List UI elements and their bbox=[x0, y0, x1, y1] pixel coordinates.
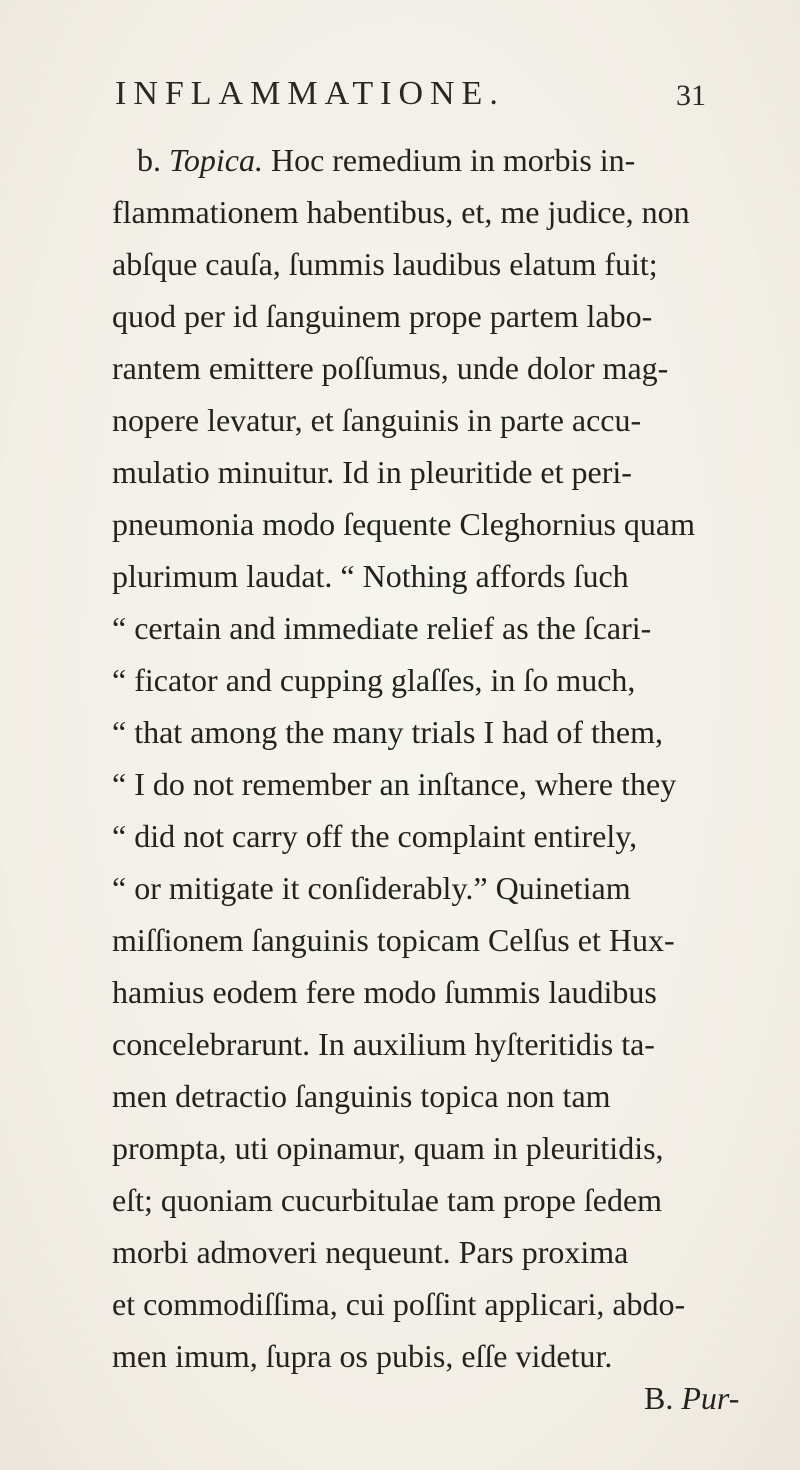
text-line: pneumonia modo ſequente Cleghornius quam bbox=[112, 506, 695, 542]
catchword-label: B. bbox=[644, 1380, 674, 1416]
text-line: et commodiſſima, cui poſſint applicari, abdo- bbox=[112, 1286, 686, 1322]
text-line: mulatio minuitur. Id in pleuritide et peri- bbox=[112, 454, 632, 490]
catchword-text: Pur- bbox=[681, 1380, 740, 1416]
text-line: “ did not carry off the complaint entirely, bbox=[112, 818, 638, 854]
text-line: prompta, uti opinamur, quam in pleuritidis, bbox=[112, 1130, 664, 1166]
text-line: eſt; quoniam cucurbitulae tam prope ſedem bbox=[112, 1182, 663, 1218]
text-line: nopere levatur, et ſanguinis in parte accu- bbox=[112, 402, 642, 438]
text-line: miſſionem ſanguinis topicam Celſus et Hux- bbox=[112, 922, 675, 958]
text-line: “ that among the many trials I had of them, bbox=[112, 714, 663, 750]
text-line-content: Hoc remedium in morbis in- bbox=[270, 142, 636, 178]
text-line: “ I do not remember an inſtance, where they bbox=[112, 766, 677, 802]
text-line: men detractio ſanguinis topica non tam bbox=[112, 1078, 611, 1114]
text-line bbox=[137, 140, 635, 180]
section-label: b. bbox=[137, 142, 161, 178]
text-line: men imum, ſupra os pubis, eſſe videtur. bbox=[112, 1338, 613, 1374]
text-line: concelebrarunt. In auxilium hyſteritidis ta- bbox=[112, 1026, 655, 1062]
text-line: quod per id ſanguinem prope partem labo- bbox=[112, 298, 653, 334]
page-number: 31 bbox=[676, 79, 706, 112]
catchword bbox=[644, 1380, 739, 1417]
text-line: abſque cauſa, ſummis laudibus elatum fuit; bbox=[112, 246, 658, 282]
text-line: plurimum laudat. “ Nothing affords ſuch bbox=[112, 558, 629, 594]
text-line: rantem emittere poſſumus, unde dolor mag- bbox=[112, 350, 669, 386]
text-line: “ certain and immediate relief as the ſcari- bbox=[112, 610, 652, 646]
running-head: INFLAMMATIONE. bbox=[115, 75, 505, 112]
text-line: flammationem habentibus, et, me judice, non bbox=[112, 194, 690, 230]
text-line: hamius eodem fere modo ſummis laudibus bbox=[112, 974, 657, 1010]
body-text bbox=[0, 140, 800, 1400]
text-line: “ or mitigate it conſiderably.” Quinetiam bbox=[112, 870, 631, 906]
text-line: morbi admoveri nequeunt. Pars proxima bbox=[112, 1234, 629, 1270]
text-line: “ ficator and cupping glaſſes, in ſo much, bbox=[112, 662, 636, 698]
section-title: Topica. bbox=[169, 142, 263, 178]
